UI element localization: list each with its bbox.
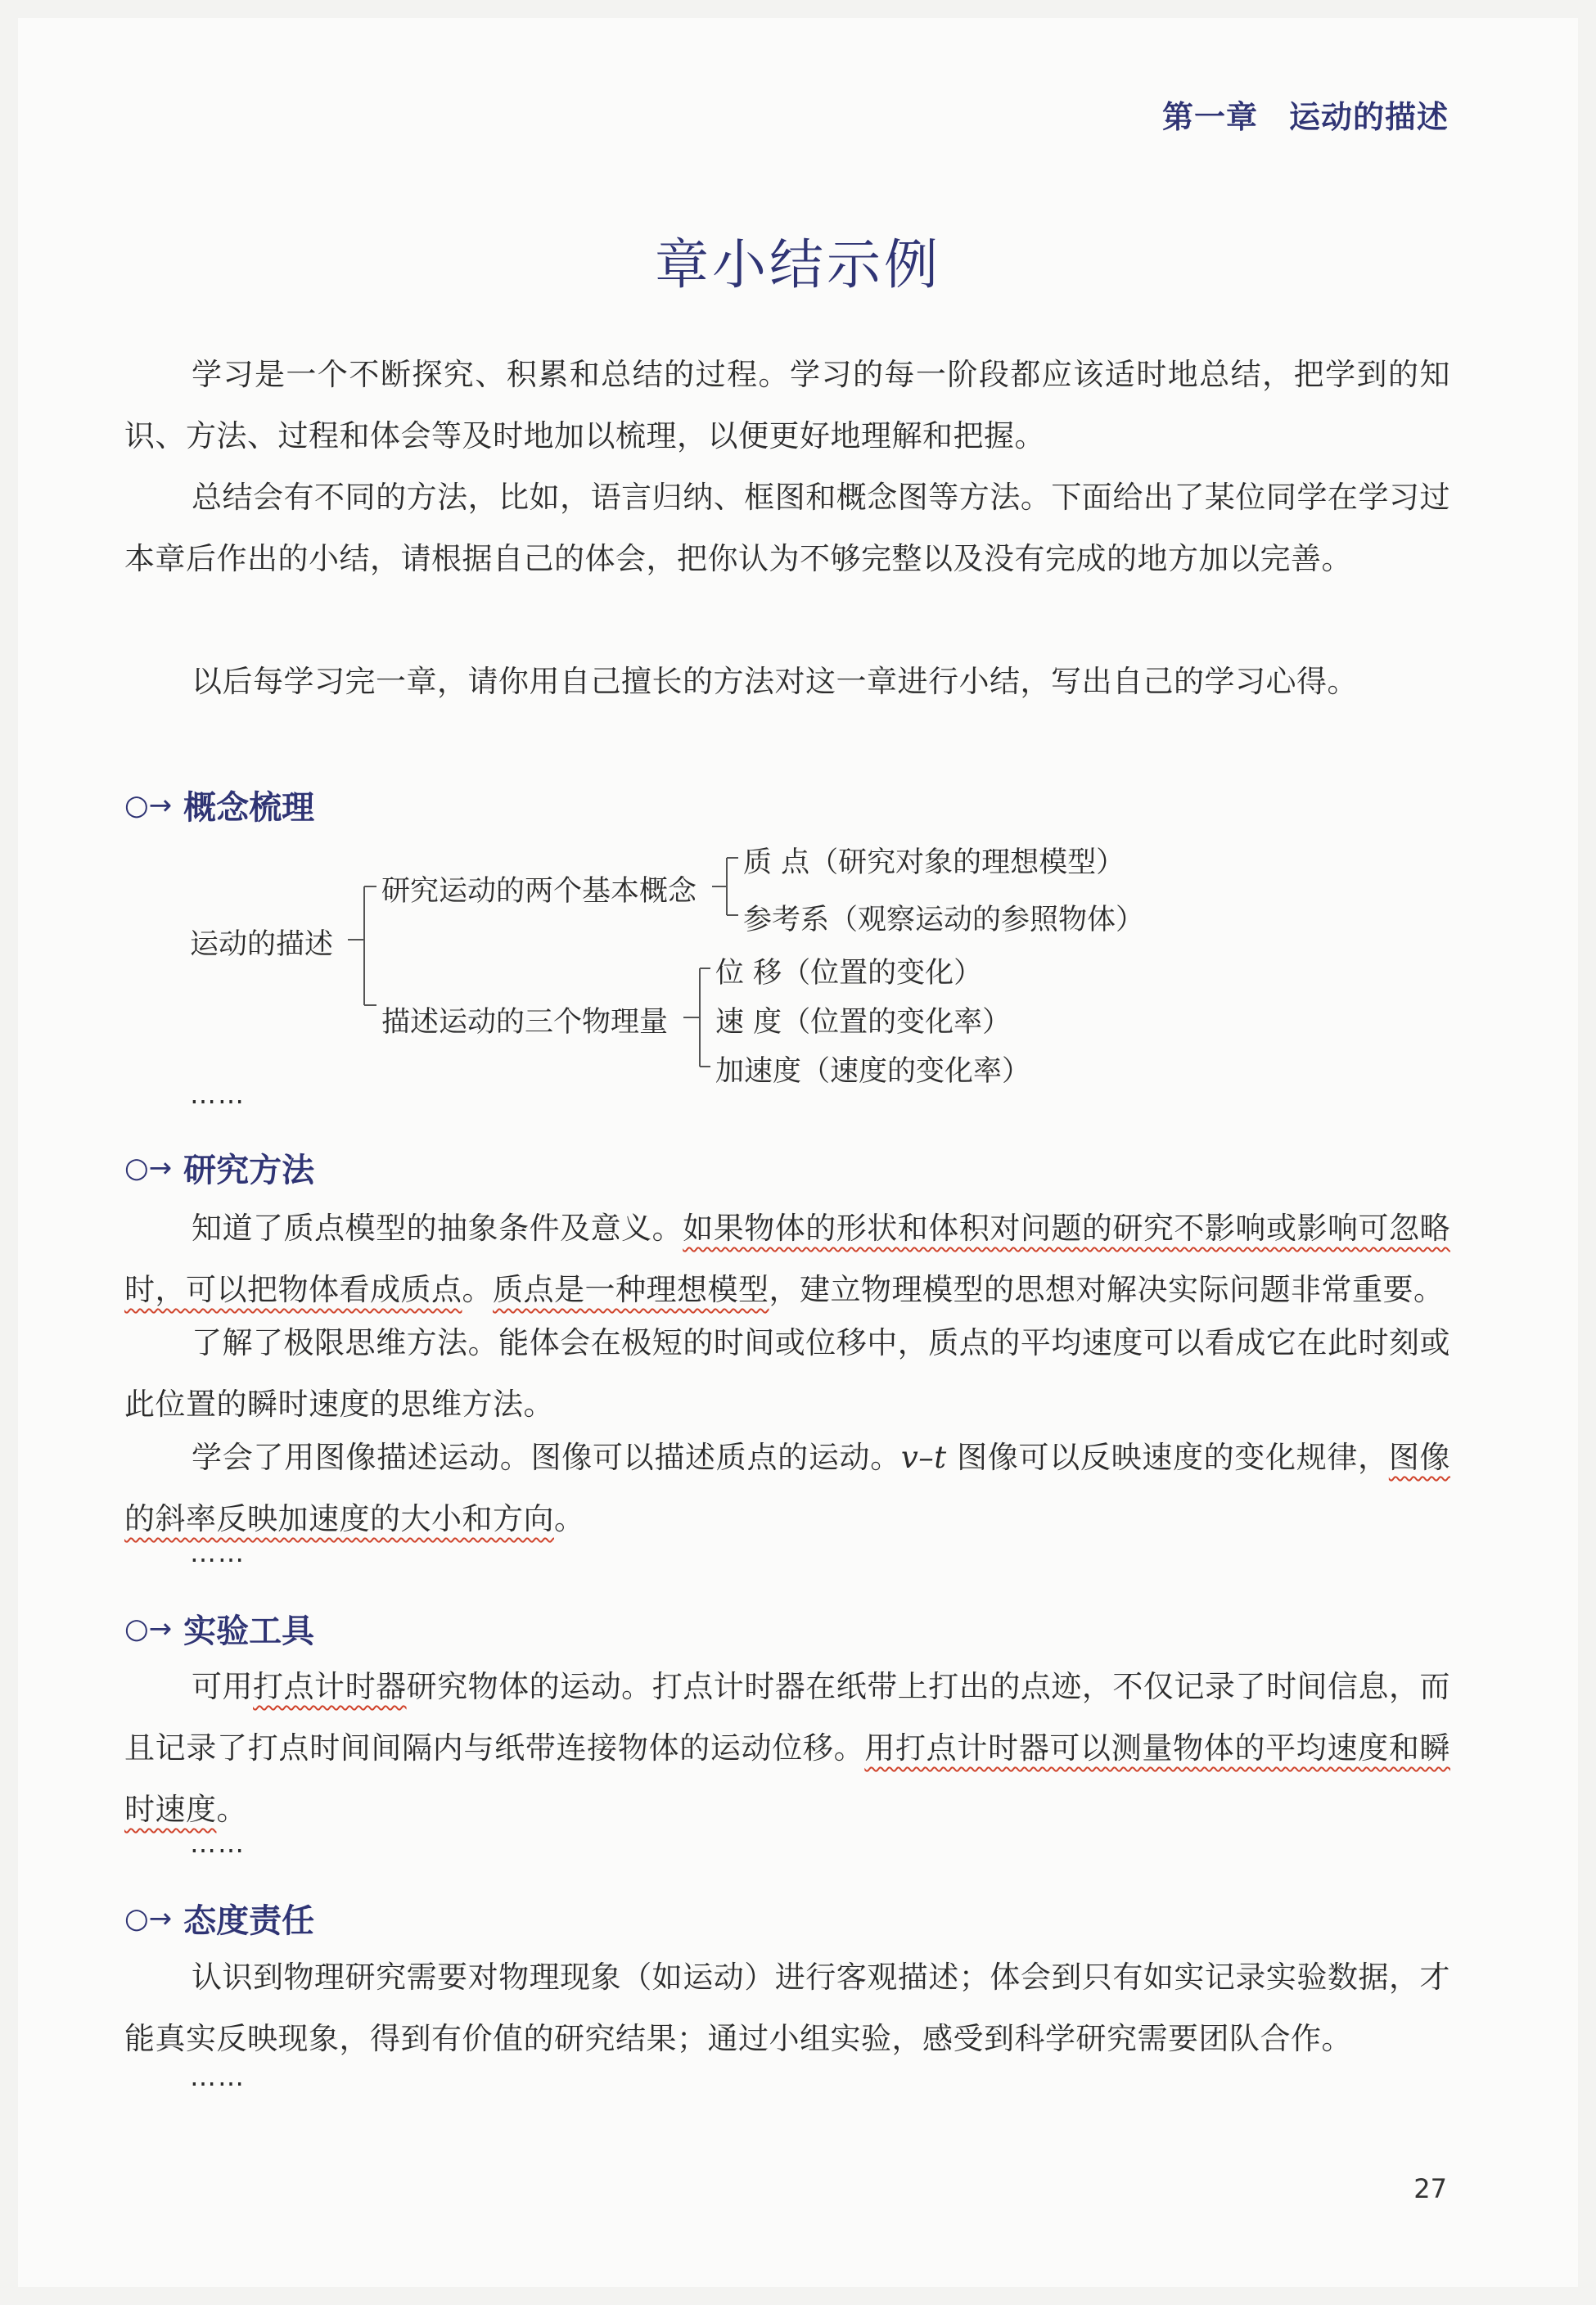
section-heading-attitude [124, 1895, 314, 1942]
section-heading-tools [124, 1605, 314, 1652]
methods-paragraph-2: 了解了极限思维方法。能体会在极短的时间或位移中，质点的平均速度可以看成它在此时刻或此位置的瞬时速度的思维方法。 [124, 1325, 1450, 1422]
section-heading-text: 态度责任 [183, 1901, 315, 1940]
ellipsis: …… [190, 2061, 246, 2092]
vt-symbol: v–t [900, 1440, 947, 1475]
page-number: 27 [1413, 2173, 1447, 2204]
section-heading-text: 实验工具 [183, 1612, 315, 1650]
chapter-title: 运动的描述 [1288, 99, 1449, 135]
concept-item-reference: 参考系（观察运动的参照物体） [743, 904, 1145, 936]
ellipsis: …… [190, 1828, 246, 1859]
section-heading-text: 研究方法 [183, 1151, 315, 1189]
intro-paragraph-2: 总结会有不同的方法，比如，语言归纳、框图和概念图等方法。下面给出了某位同学在学习过本章后作出的小结，请根据自己的体会，把你认为不够完整以及没有完成的地方加以完善。 [124, 480, 1450, 576]
concept-item-velocity: 速 度（位置的变化率） [715, 1006, 1012, 1039]
page-title: 章小结示例 [655, 233, 941, 296]
section-heading-methods [124, 1144, 314, 1191]
section-arrow-icon: ○→ [124, 1151, 173, 1184]
tools-paragraph-1: 可用打点计时器研究物体的运动。打点计时器在纸带上打出的点迹，不仅记录了时间信息，而且记录了打点时间间隔内与纸带连接物体的运动位移。用打点计时器可以测量物体的平均速度和瞬时速度。 [124, 1669, 1451, 1827]
methods-paragraph-3: 学会了用图像描述运动。图像可以描述质点的运动。v–t 图像可以反映速度的变化规律，图像的斜率反映加速度的大小和方向。 [124, 1440, 1451, 1536]
highlight: 打点计时器 [253, 1669, 407, 1704]
chapter-number: 第一章 [1161, 99, 1258, 135]
ellipsis: …… [190, 1079, 246, 1110]
concept-item-acceleration: 加速度（速度的变化率） [715, 1055, 1031, 1088]
attitude-paragraph-1: 认识到物理研究需要对物理现象（如运动）进行客观描述；体会到只有如实记录实验数据，才能真实反映现象，得到有价值的研究结果；通过小组实验，感受到科学研究需要团队合作。 [124, 1960, 1450, 2056]
concept-branch-basic: 研究运动的两个基本概念 [381, 875, 697, 908]
concept-item-displacement: 位 移（位置的变化） [715, 957, 983, 990]
highlight: 如果物体的形状和体积对问题的研究不影响或影响可忽略时，可以把物体看成质点 [124, 1211, 1451, 1307]
intro-paragraph-3: 以后每学习完一章，请你用自己擅长的方法对这一章进行小结，写出自己的学习心得。 [192, 664, 1358, 699]
methods-paragraph-1: 知道了质点模型的抽象条件及意义。如果物体的形状和体积对问题的研究不影响或影响可忽略时，可以把物体看成质点。质点是一种理想模型，建立物理模型的思想对解决实际问题非常重要。 [124, 1211, 1451, 1307]
section-arrow-icon: ○→ [124, 1901, 173, 1935]
section-arrow-icon: ○→ [124, 1612, 173, 1645]
section-arrow-icon: ○→ [124, 788, 173, 822]
concept-branch-quantities: 描述运动的三个物理量 [381, 1006, 669, 1039]
concept-root: 运动的描述 [190, 928, 334, 961]
highlight: 用打点计时器可以测量物体的平均速度和瞬时速度 [124, 1730, 1451, 1827]
section-heading-text: 概念梳理 [183, 788, 315, 827]
intro-paragraph-1: 学习是一个不断探究、积累和总结的过程。学习的每一阶段都应该适时地总结，把学到的知识、方法、过程和体会等及时地加以梳理，以便更好地理解和把握。 [124, 357, 1450, 453]
concept-item-particle: 质 点（研究对象的理想模型） [743, 846, 1125, 879]
highlight: 质点是一种理想模型 [493, 1272, 769, 1307]
highlight: 图像的斜率反映加速度的大小和方向 [124, 1440, 1451, 1536]
ellipsis: …… [190, 1537, 246, 1568]
